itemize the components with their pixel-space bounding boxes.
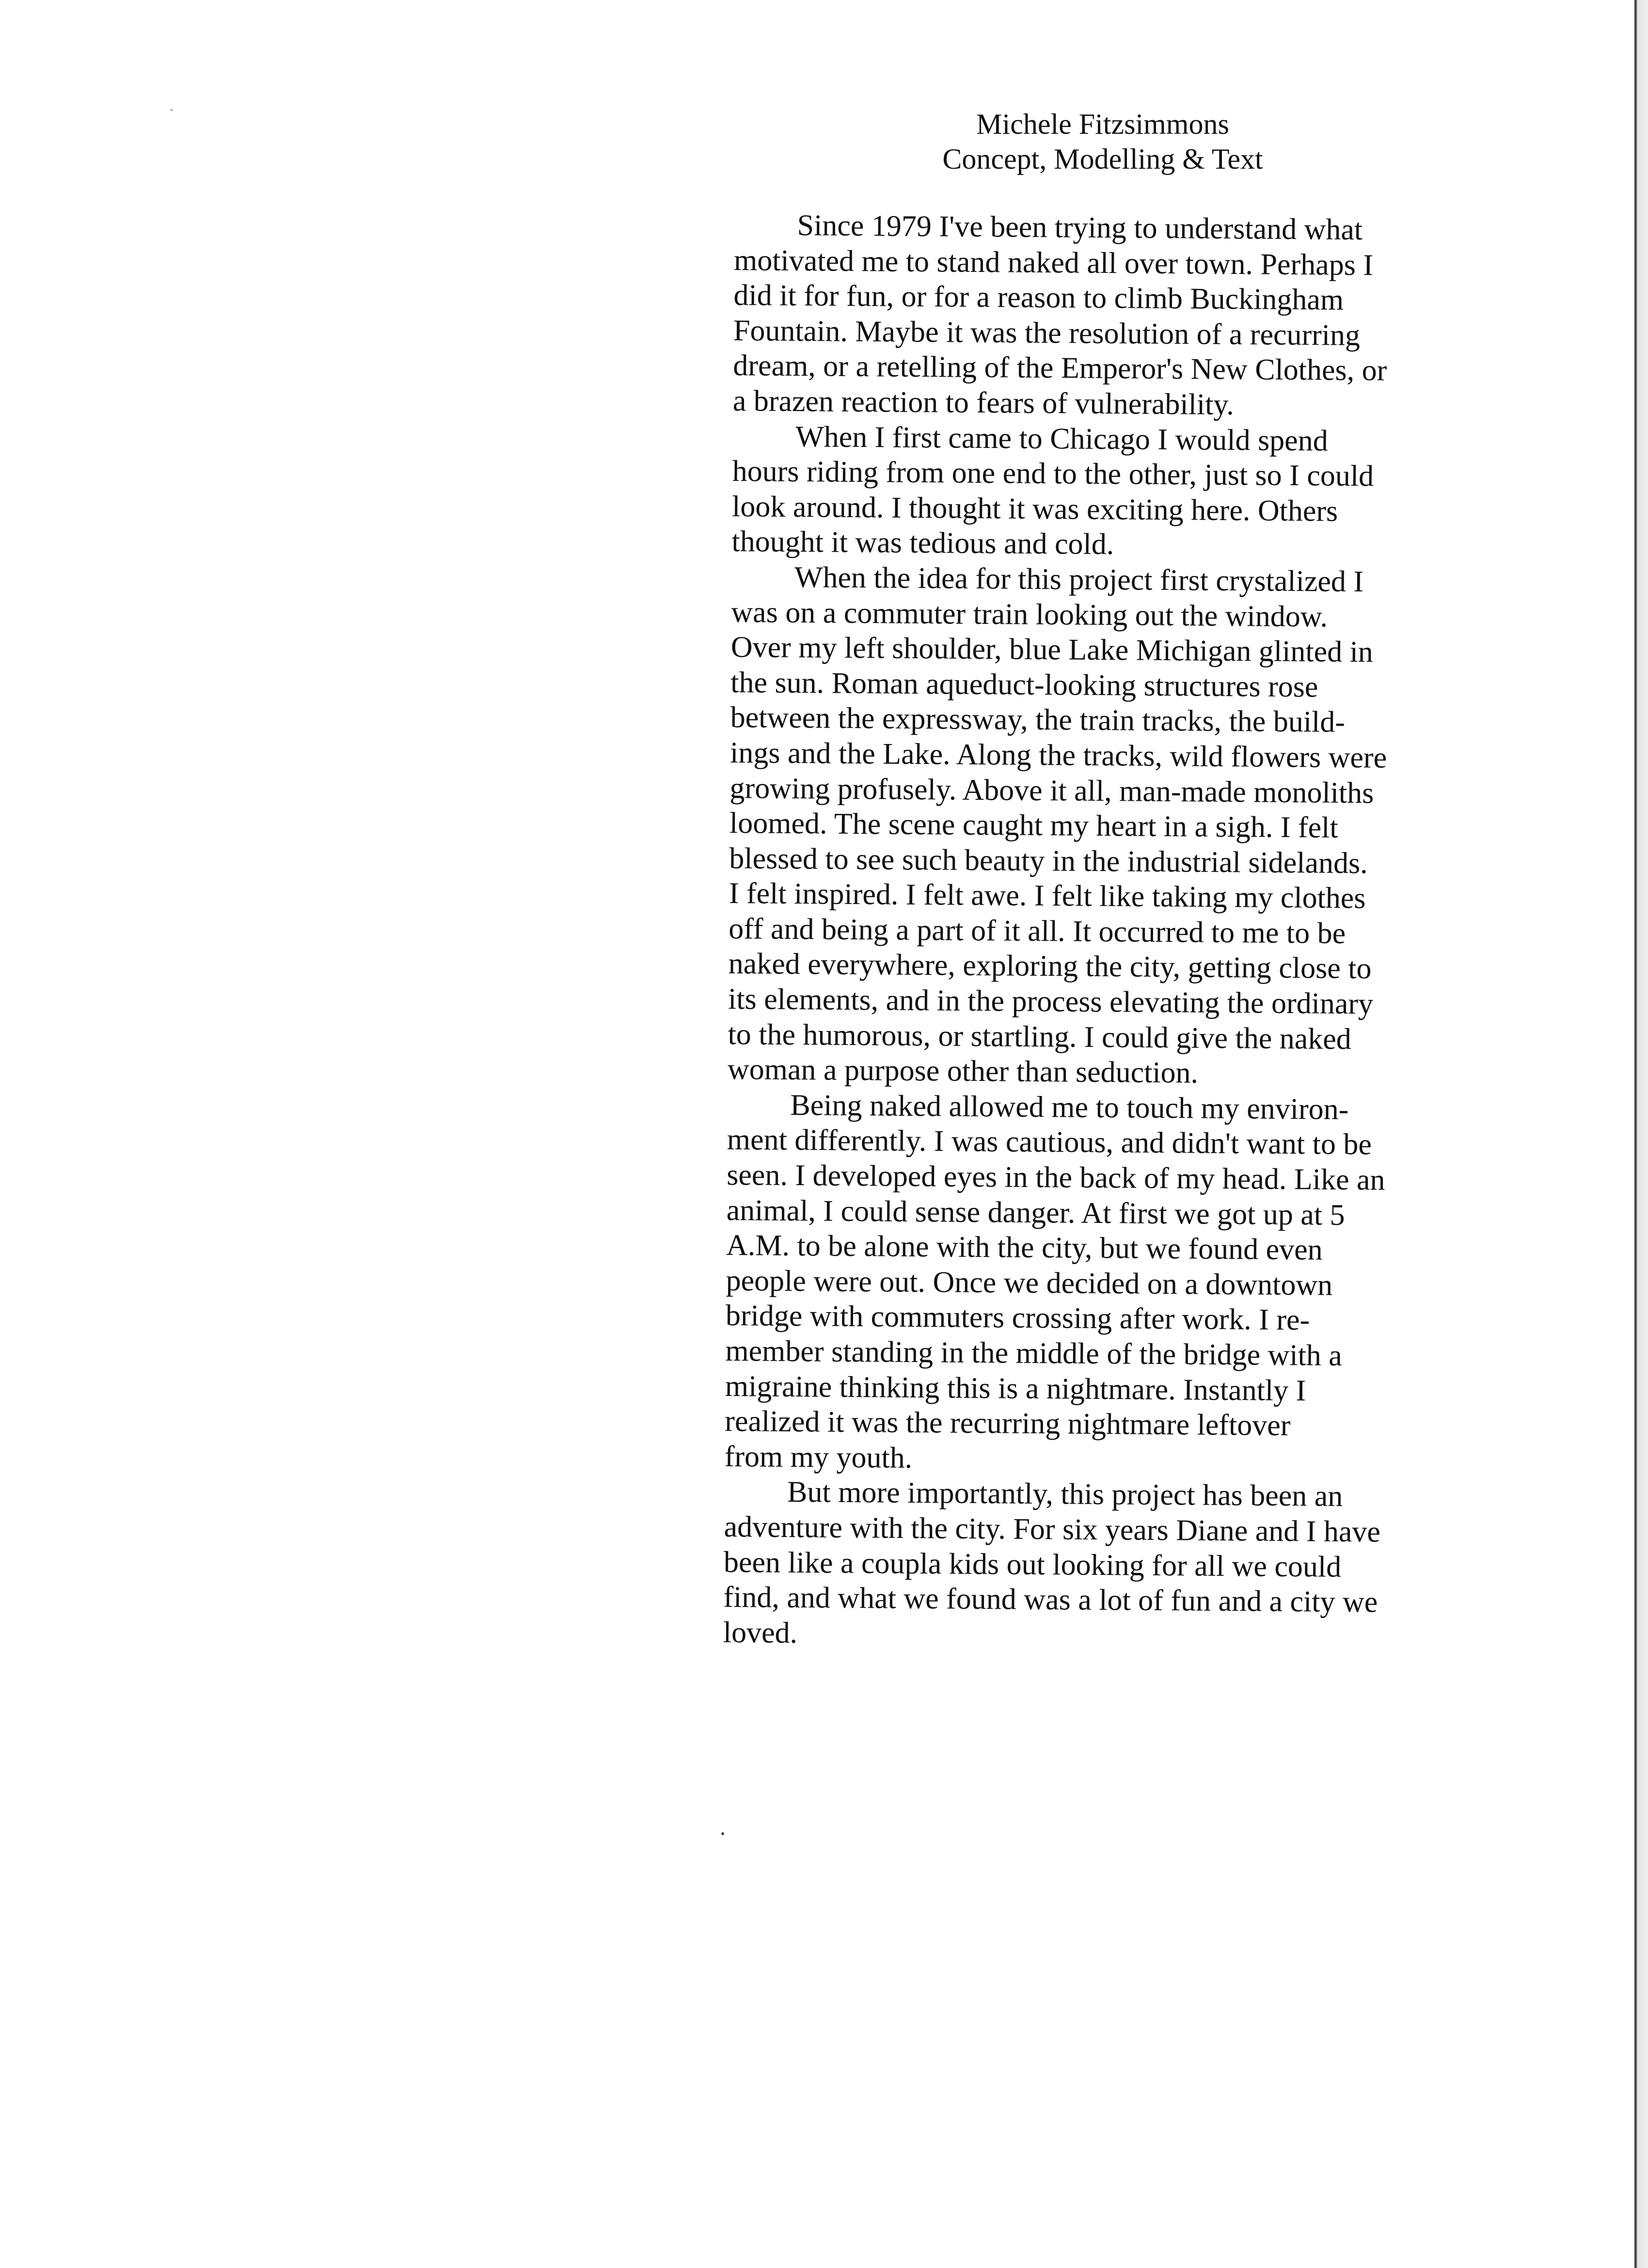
text-line: was on a commuter train looking out the window.	[731, 595, 1328, 634]
text-line: find, and what we found was a lot of fun and a city we	[723, 1581, 1378, 1619]
text-line: to the humorous, or startling. I could give the naked	[728, 1017, 1352, 1056]
text-line: off and being a part of it all. It occurred to me to be	[729, 912, 1346, 950]
text-line: people were out. Once we decided on a downtown	[726, 1264, 1333, 1302]
text-line: Since 1979 I've been trying to understand what	[797, 209, 1363, 247]
page-edge	[1634, 0, 1648, 2268]
text-line: blessed to see such beauty in the industrial sidelands.	[729, 841, 1368, 880]
text-line: thought it was tedious and cold.	[731, 525, 1114, 561]
text-line: But more importantly, this project has been an	[787, 1475, 1343, 1513]
text-line: realized it was the recurring nightmare leftover	[725, 1405, 1291, 1443]
essay-body	[723, 207, 1529, 1656]
paragraph	[724, 1087, 1522, 1480]
text-line: member standing in the middle of the bridge with a	[725, 1334, 1343, 1372]
author-role: Concept, Modelling & Text	[942, 143, 1263, 175]
text-line: loomed. The scene caught my heart in a sigh. I felt	[729, 807, 1338, 844]
text-line: A.M. to be alone with the city, but we found even	[726, 1229, 1323, 1267]
page-header	[824, 107, 1381, 176]
text-line: been like a coupla kids out looking for all we could	[723, 1545, 1342, 1584]
author-name: Michele Fitzsimmons	[976, 108, 1229, 140]
text-line: did it for fun, or for a reason to climb Buckingham	[733, 279, 1344, 317]
text-line: ings and the Lake. Along the tracks, wild flowers were	[729, 736, 1387, 775]
text-line: its elements, and in the process elevating the ordinary	[728, 983, 1374, 1021]
text-line: Over my left shoulder, blue Lake Michigan glinted in	[730, 631, 1374, 669]
text-line: When the idea for this project first crystalized I	[794, 560, 1364, 599]
text-line: between the expressway, the train tracks, the build-	[730, 701, 1346, 739]
paragraph	[731, 419, 1527, 566]
text-line: dream, or a retelling of the Emperor's New Clothes, or	[733, 349, 1387, 387]
text-line: ment differently. I was cautious, and didn't want to be	[727, 1123, 1372, 1161]
text-line: naked everywhere, exploring the city, getting close to	[728, 947, 1372, 985]
text-line: from my youth.	[724, 1440, 913, 1475]
text-line: adventure with the city. For six years Diane and I have	[724, 1510, 1381, 1549]
text-line: hours riding from one end to the other, just so I could	[732, 455, 1374, 493]
scan-speck	[171, 109, 173, 111]
paragraph	[733, 207, 1529, 425]
text-line: look around. I thought it was exciting here. Others	[731, 490, 1338, 528]
text-line: Fountain. Maybe it was the resolution of a recurring	[733, 314, 1361, 352]
text-line: seen. I developed eyes in the back of my head. Like an	[727, 1158, 1385, 1197]
text-line: I felt inspired. I felt awe. I felt like taking my clothes	[729, 877, 1366, 915]
text-line: Being naked allowed me to touch my environ-	[790, 1088, 1349, 1126]
text-line: loved.	[723, 1616, 798, 1649]
paragraph	[728, 559, 1527, 1094]
scan-speck	[721, 1832, 724, 1835]
text-line: When I first came to Chicago I would spend	[795, 420, 1329, 458]
paragraph	[723, 1474, 1520, 1656]
text-line: the sun. Roman aqueduct-looking structures rose	[730, 666, 1318, 704]
text-line: a brazen reaction to fears of vulnerability.	[732, 384, 1235, 422]
text-line: motivated me to stand naked all over town. Perhaps I	[733, 243, 1374, 282]
text-line: migraine thinking this is a nightmare. Instantly I	[725, 1369, 1306, 1407]
text-line: bridge with commuters crossing after work. I re-	[725, 1299, 1310, 1337]
text-line: growing profusely. Above it all, man-made monoliths	[729, 771, 1374, 809]
text-line: woman a purpose other than seduction.	[727, 1053, 1199, 1090]
text-line: animal, I could sense danger. At first we got up at 5	[726, 1193, 1345, 1232]
